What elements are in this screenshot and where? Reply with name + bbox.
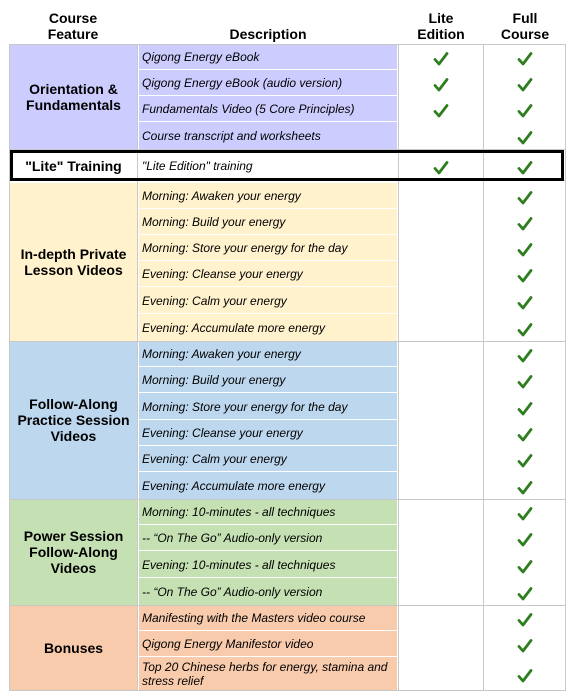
table-gridline — [137, 44, 138, 690]
checkmark-icon — [517, 103, 533, 119]
lite-edition-cell — [399, 472, 483, 499]
lite-edition-cell — [399, 209, 483, 235]
checkmark-icon — [517, 51, 533, 67]
lite-edition-cell — [399, 499, 483, 525]
lite-edition-cell — [399, 341, 483, 367]
lite-edition-cell — [399, 367, 483, 393]
checkmark-icon — [517, 506, 533, 522]
lite-edition-cell — [399, 122, 483, 149]
row-description: Morning: Store your energy for the day — [139, 235, 397, 261]
group-label-private: In-depth Private Lesson Videos — [10, 183, 137, 341]
checkmark-icon — [517, 374, 533, 390]
header-course-feature: Course Feature — [47, 10, 99, 42]
row-description: Morning: Store your energy for the day — [139, 393, 397, 420]
lite-edition-cell — [399, 393, 483, 420]
row-description: Evening: Calm your energy — [139, 287, 397, 314]
row-description: Evening: Calm your energy — [139, 446, 397, 472]
checkmark-icon — [517, 242, 533, 258]
checkmark-icon — [517, 612, 533, 628]
checkmark-icon — [517, 322, 533, 338]
lite-edition-cell — [399, 551, 483, 578]
row-description: Morning: Awaken your energy — [139, 341, 397, 367]
lite-edition-cell — [399, 525, 483, 551]
checkmark-icon — [517, 348, 533, 364]
row-description: Morning: 10-minutes - all techniques — [139, 499, 397, 525]
checkmark-icon — [433, 51, 449, 67]
row-description: Evening: Cleanse your energy — [139, 420, 397, 446]
checkmark-icon — [517, 453, 533, 469]
table-gridline — [398, 44, 399, 690]
group-label-practice: Follow-Along Practice Session Videos — [10, 341, 137, 499]
row-description: Morning: Build your energy — [139, 209, 397, 235]
lite-edition-cell — [399, 287, 483, 314]
lite-edition-cell — [399, 235, 483, 261]
row-description: Morning: Awaken your energy — [139, 183, 397, 209]
row-description: Qigong Energy eBook — [139, 44, 397, 70]
row-description: Evening: Accumulate more energy — [139, 314, 397, 341]
lite-edition-cell — [399, 631, 483, 657]
checkmark-icon — [517, 668, 533, 684]
checkmark-icon — [517, 480, 533, 496]
header-full-course: Full Course — [500, 10, 550, 42]
checkmark-icon — [517, 77, 533, 93]
row-description: Course transcript and worksheets — [139, 122, 397, 149]
lite-training-highlight — [10, 150, 564, 181]
header-description: Description — [229, 26, 307, 42]
row-description: Manifesting with the Masters video course — [139, 605, 397, 631]
checkmark-icon — [517, 130, 533, 146]
row-description: Fundamentals Video (5 Core Principles) — [139, 96, 397, 122]
row-description: -- “On The Go” Audio-only version — [139, 578, 397, 605]
lite-edition-cell — [399, 314, 483, 341]
group-divider — [9, 605, 566, 606]
lite-edition-cell — [399, 605, 483, 631]
checkmark-icon — [517, 559, 533, 575]
lite-edition-cell — [399, 261, 483, 287]
table-gridline — [9, 44, 10, 690]
row-description: Evening: Cleanse your energy — [139, 261, 397, 287]
lite-edition-cell — [399, 657, 483, 690]
lite-edition-cell — [399, 446, 483, 472]
checkmark-icon — [517, 295, 533, 311]
group-label-bonuses: Bonuses — [10, 605, 137, 690]
group-divider — [9, 499, 566, 500]
row-description: Top 20 Chinese herbs for energy, stamina and stress relief — [139, 657, 397, 690]
group-label-power: Power Session Follow-Along Videos — [10, 499, 137, 605]
checkmark-icon — [517, 427, 533, 443]
checkmark-icon — [433, 103, 449, 119]
row-description: Evening: Accumulate more energy — [139, 472, 397, 499]
row-description: Qigong Energy Manifestor video — [139, 631, 397, 657]
lite-edition-cell — [399, 578, 483, 605]
checkmark-icon — [517, 532, 533, 548]
table-gridline — [483, 44, 484, 690]
lite-edition-cell — [399, 183, 483, 209]
group-divider — [9, 690, 566, 691]
table-gridline — [9, 44, 566, 45]
checkmark-icon — [517, 268, 533, 284]
checkmark-icon — [517, 586, 533, 602]
checkmark-icon — [517, 190, 533, 206]
table-gridline — [565, 44, 566, 690]
group-label-orientation: Orientation & Fundamentals — [10, 44, 137, 149]
checkmark-icon — [433, 77, 449, 93]
row-description: Qigong Energy eBook (audio version) — [139, 70, 397, 96]
group-label-lite: "Lite" Training — [10, 151, 137, 180]
row-description: "Lite Edition" training — [139, 151, 397, 180]
row-description: -- “On The Go” Audio-only version — [139, 525, 397, 551]
header-lite-edition: Lite Edition — [417, 10, 465, 42]
checkmark-icon — [517, 401, 533, 417]
group-divider — [9, 341, 566, 342]
checkmark-icon — [517, 638, 533, 654]
checkmark-icon — [517, 216, 533, 232]
row-description: Evening: 10-minutes - all techniques — [139, 551, 397, 578]
row-description: Morning: Build your energy — [139, 367, 397, 393]
lite-edition-cell — [399, 420, 483, 446]
